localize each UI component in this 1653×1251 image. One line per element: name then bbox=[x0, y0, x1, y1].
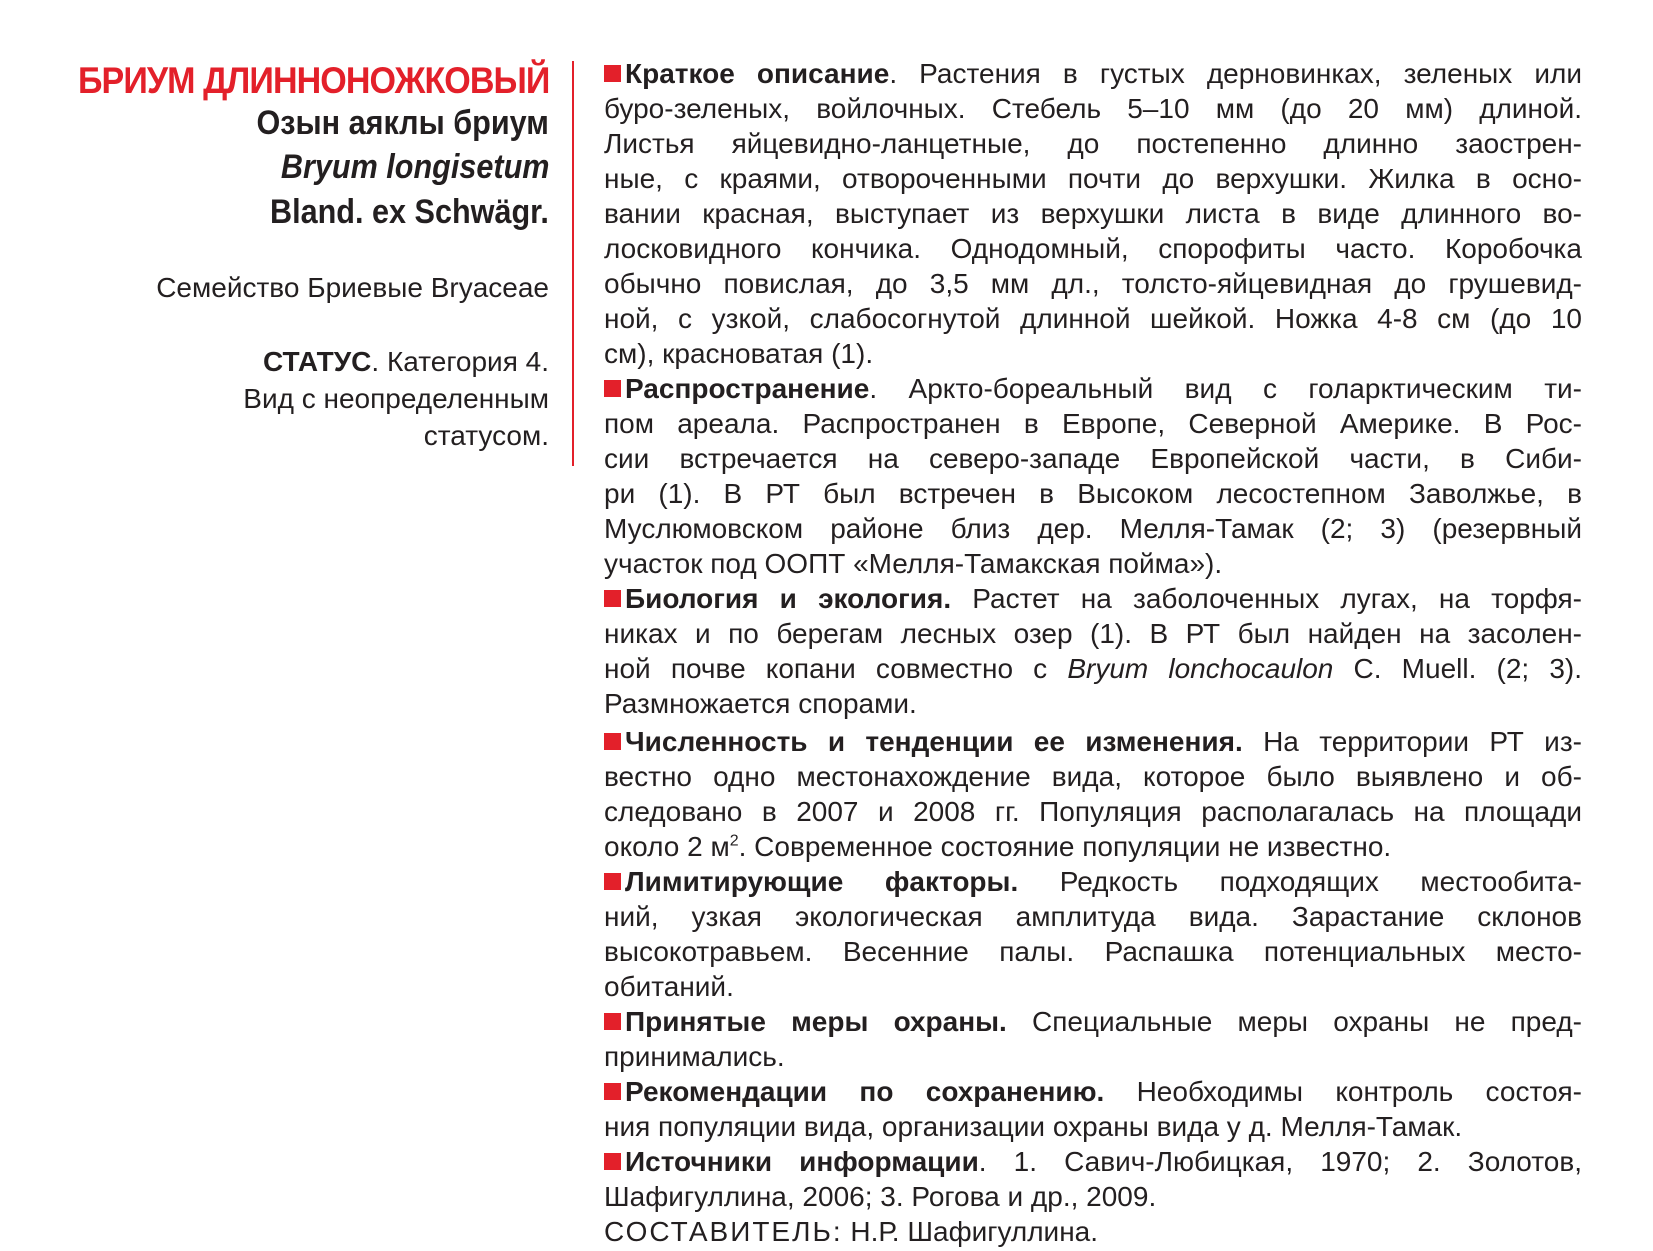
text-line bbox=[604, 126, 1582, 161]
latin-species-name: Bryum lonchocaulon bbox=[1067, 653, 1334, 684]
species-title: БРИУМ ДЛИННОНОЖКОВЫЙ bbox=[77, 60, 549, 101]
red-square-bullet-icon bbox=[604, 1153, 621, 1170]
section-heading: Рекомендации по сохранению. bbox=[625, 1076, 1105, 1107]
text-line bbox=[604, 546, 1582, 581]
text-line bbox=[604, 829, 1582, 864]
text-segment: обитаний. bbox=[604, 971, 734, 1002]
section-sources bbox=[604, 1144, 1582, 1214]
text-line bbox=[604, 934, 1582, 969]
text-segment: следовано в 2007 и 2008 гг. Популяция располагалась на площади bbox=[604, 796, 1582, 827]
text-line bbox=[604, 511, 1582, 546]
section-heading: Распространение bbox=[625, 373, 870, 404]
text-line bbox=[604, 616, 1582, 651]
section-description bbox=[604, 56, 1582, 371]
text-segment: ной почве копани совместно с bbox=[604, 653, 1068, 684]
text-segment: . 1. Савич-Любицкая, 1970; 2. Золотов, bbox=[978, 1146, 1582, 1177]
text-line bbox=[604, 899, 1582, 934]
text-segment: Листья яйцевидно-ланцетные, до постепенно длинно заострен- bbox=[604, 128, 1582, 159]
text-line bbox=[604, 441, 1582, 476]
status-line bbox=[263, 346, 549, 378]
family-name: Семейство Бриевые Bryaceae bbox=[156, 272, 549, 303]
text-line bbox=[604, 724, 1582, 759]
red-square-bullet-icon bbox=[604, 873, 621, 890]
species-description bbox=[604, 56, 1582, 1249]
status-description: Вид с неопределенным bbox=[243, 383, 549, 414]
text-segment: пом ареала. Распространен в Европе, Северной Америке. В Рос- bbox=[604, 408, 1582, 439]
text-line bbox=[604, 1144, 1582, 1179]
compiler-label: СОСТАВИТЕЛЬ: bbox=[604, 1216, 843, 1247]
text-line bbox=[604, 91, 1582, 126]
text-segment: На территории РТ из- bbox=[1242, 726, 1582, 757]
red-square-bullet-icon bbox=[604, 733, 621, 750]
status-label: СТАТУС bbox=[262, 346, 372, 377]
text-line bbox=[604, 794, 1582, 829]
section-abundance bbox=[604, 724, 1582, 864]
red-square-bullet-icon bbox=[604, 1083, 621, 1100]
text-line bbox=[604, 406, 1582, 441]
text-segment: Специальные меры охраны не пред- bbox=[1006, 1006, 1582, 1037]
red-square-bullet-icon bbox=[604, 380, 621, 397]
text-segment: ри (1). В РТ был встречен в Высоком лесостепном Заволжье, в bbox=[604, 478, 1582, 509]
text-line bbox=[604, 1074, 1582, 1109]
red-square-bullet-icon bbox=[604, 590, 621, 607]
section-heading: Биология и экология. bbox=[625, 583, 952, 614]
text-segment: Муслюмовском районе близ дер. Мелля-Тамак (2; 3) (резервный bbox=[604, 513, 1582, 544]
text-segment: ния популяции вида, организации охраны вида у д. Мелля-Тамак. bbox=[604, 1111, 1463, 1142]
text-segment: обычно повислая, до 3,5 мм дл., толсто-яйцевидная до грушевид- bbox=[604, 268, 1582, 299]
section-heading: Лимитирующие факторы. bbox=[625, 866, 1019, 897]
text-segment: буро-зеленых, войлочных. Стебель 5–10 мм (до 20 мм) длиной. bbox=[604, 93, 1582, 124]
status-category: . Категория 4. bbox=[371, 346, 549, 377]
taxon-author: Bland. ex Schwägr. bbox=[270, 193, 549, 231]
text-segment: высокотравьем. Весенние палы. Распашка потенциальных место- bbox=[604, 936, 1582, 967]
text-segment: принимались. bbox=[604, 1041, 785, 1072]
text-line bbox=[604, 581, 1582, 616]
text-line bbox=[604, 161, 1582, 196]
text-line bbox=[604, 1039, 1582, 1074]
text-segment: . Растения в густых дерновинках, зеленых или bbox=[889, 58, 1583, 89]
text-segment: вестно одно местонахождение вида, которое было выявлено и об- bbox=[604, 761, 1582, 792]
latin-name: Bryum longisetum bbox=[280, 148, 549, 186]
text-segment: Редкость подходящих местообита- bbox=[1018, 866, 1582, 897]
text-segment: Размножается спорами. bbox=[604, 688, 917, 719]
text-line bbox=[604, 371, 1582, 406]
red-square-bullet-icon bbox=[604, 65, 621, 82]
section-heading: Краткое описание bbox=[625, 58, 890, 89]
text-line bbox=[604, 231, 1582, 266]
text-segment: Шафигуллина, 2006; 3. Рогова и др., 2009. bbox=[604, 1181, 1157, 1212]
status-description-end: статусом. bbox=[423, 420, 549, 451]
text-line bbox=[604, 56, 1582, 91]
text-segment: Необходимы контроль состоя- bbox=[1104, 1076, 1583, 1107]
text-segment: сии встречается на северо-западе Европейской части, в Сиби- bbox=[604, 443, 1582, 474]
text-segment: никах и по берегам лесных озер (1). В РТ был найден на засолен- bbox=[604, 618, 1582, 649]
text-line bbox=[604, 1179, 1582, 1214]
text-line bbox=[604, 759, 1582, 794]
text-segment: . Современное состояние популяции не известно. bbox=[738, 831, 1392, 862]
text-line bbox=[604, 686, 1582, 721]
text-line bbox=[604, 336, 1582, 371]
text-segment: см), красноватая (1). bbox=[604, 338, 874, 369]
text-segment: ной, с узкой, слабосогнутой длинной шейкой. Ножка 4-8 см (до 10 bbox=[604, 303, 1582, 334]
section-heading: Источники информации bbox=[625, 1146, 979, 1177]
text-segment: ные, с краями, отвороченными почти до верхушки. Жилка в осно- bbox=[604, 163, 1582, 194]
text-line bbox=[604, 1109, 1582, 1144]
text-segment: участок под ООПТ «Мелля-Тамакская пойма»). bbox=[604, 548, 1223, 579]
text-line bbox=[604, 969, 1582, 1004]
section-recommendations bbox=[604, 1074, 1582, 1144]
tatar-name: Озын аяклы бриум bbox=[256, 104, 549, 142]
text-line bbox=[604, 864, 1582, 899]
section-biology bbox=[604, 581, 1582, 721]
text-line bbox=[604, 651, 1582, 686]
text-line bbox=[604, 196, 1582, 231]
superscript: 2 bbox=[729, 832, 739, 850]
text-line bbox=[604, 301, 1582, 336]
section-distribution bbox=[604, 371, 1582, 581]
text-segment: . Аркто-бореальный вид с голарктическим ти- bbox=[869, 373, 1582, 404]
text-line bbox=[604, 1004, 1582, 1039]
column-divider bbox=[572, 61, 574, 466]
compiler-name: Н.Р. Шафигуллина. bbox=[842, 1216, 1099, 1247]
text-segment: C. Muell. (2; 3). bbox=[1333, 653, 1582, 684]
section-protection-measures bbox=[604, 1004, 1582, 1074]
text-segment: вании красная, выступает из верхушки листа в виде длинного во- bbox=[604, 198, 1582, 229]
red-square-bullet-icon bbox=[604, 1013, 621, 1030]
text-segment: лосковидного кончика. Однодомный, спорофиты часто. Коробочка bbox=[604, 233, 1582, 264]
text-segment: ний, узкая экологическая амплитуда вида. Зарастание склонов bbox=[604, 901, 1582, 932]
text-segment: Растет на заболоченных лугах, на торфя- bbox=[951, 583, 1582, 614]
section-heading: Принятые меры охраны. bbox=[625, 1006, 1007, 1037]
compiler-line bbox=[604, 1214, 1582, 1249]
text-line bbox=[604, 266, 1582, 301]
section-heading: Численность и тенденции ее изменения. bbox=[625, 726, 1243, 757]
text-line bbox=[604, 476, 1582, 511]
text-segment: около 2 м bbox=[604, 831, 730, 862]
section-limiting-factors bbox=[604, 864, 1582, 1004]
